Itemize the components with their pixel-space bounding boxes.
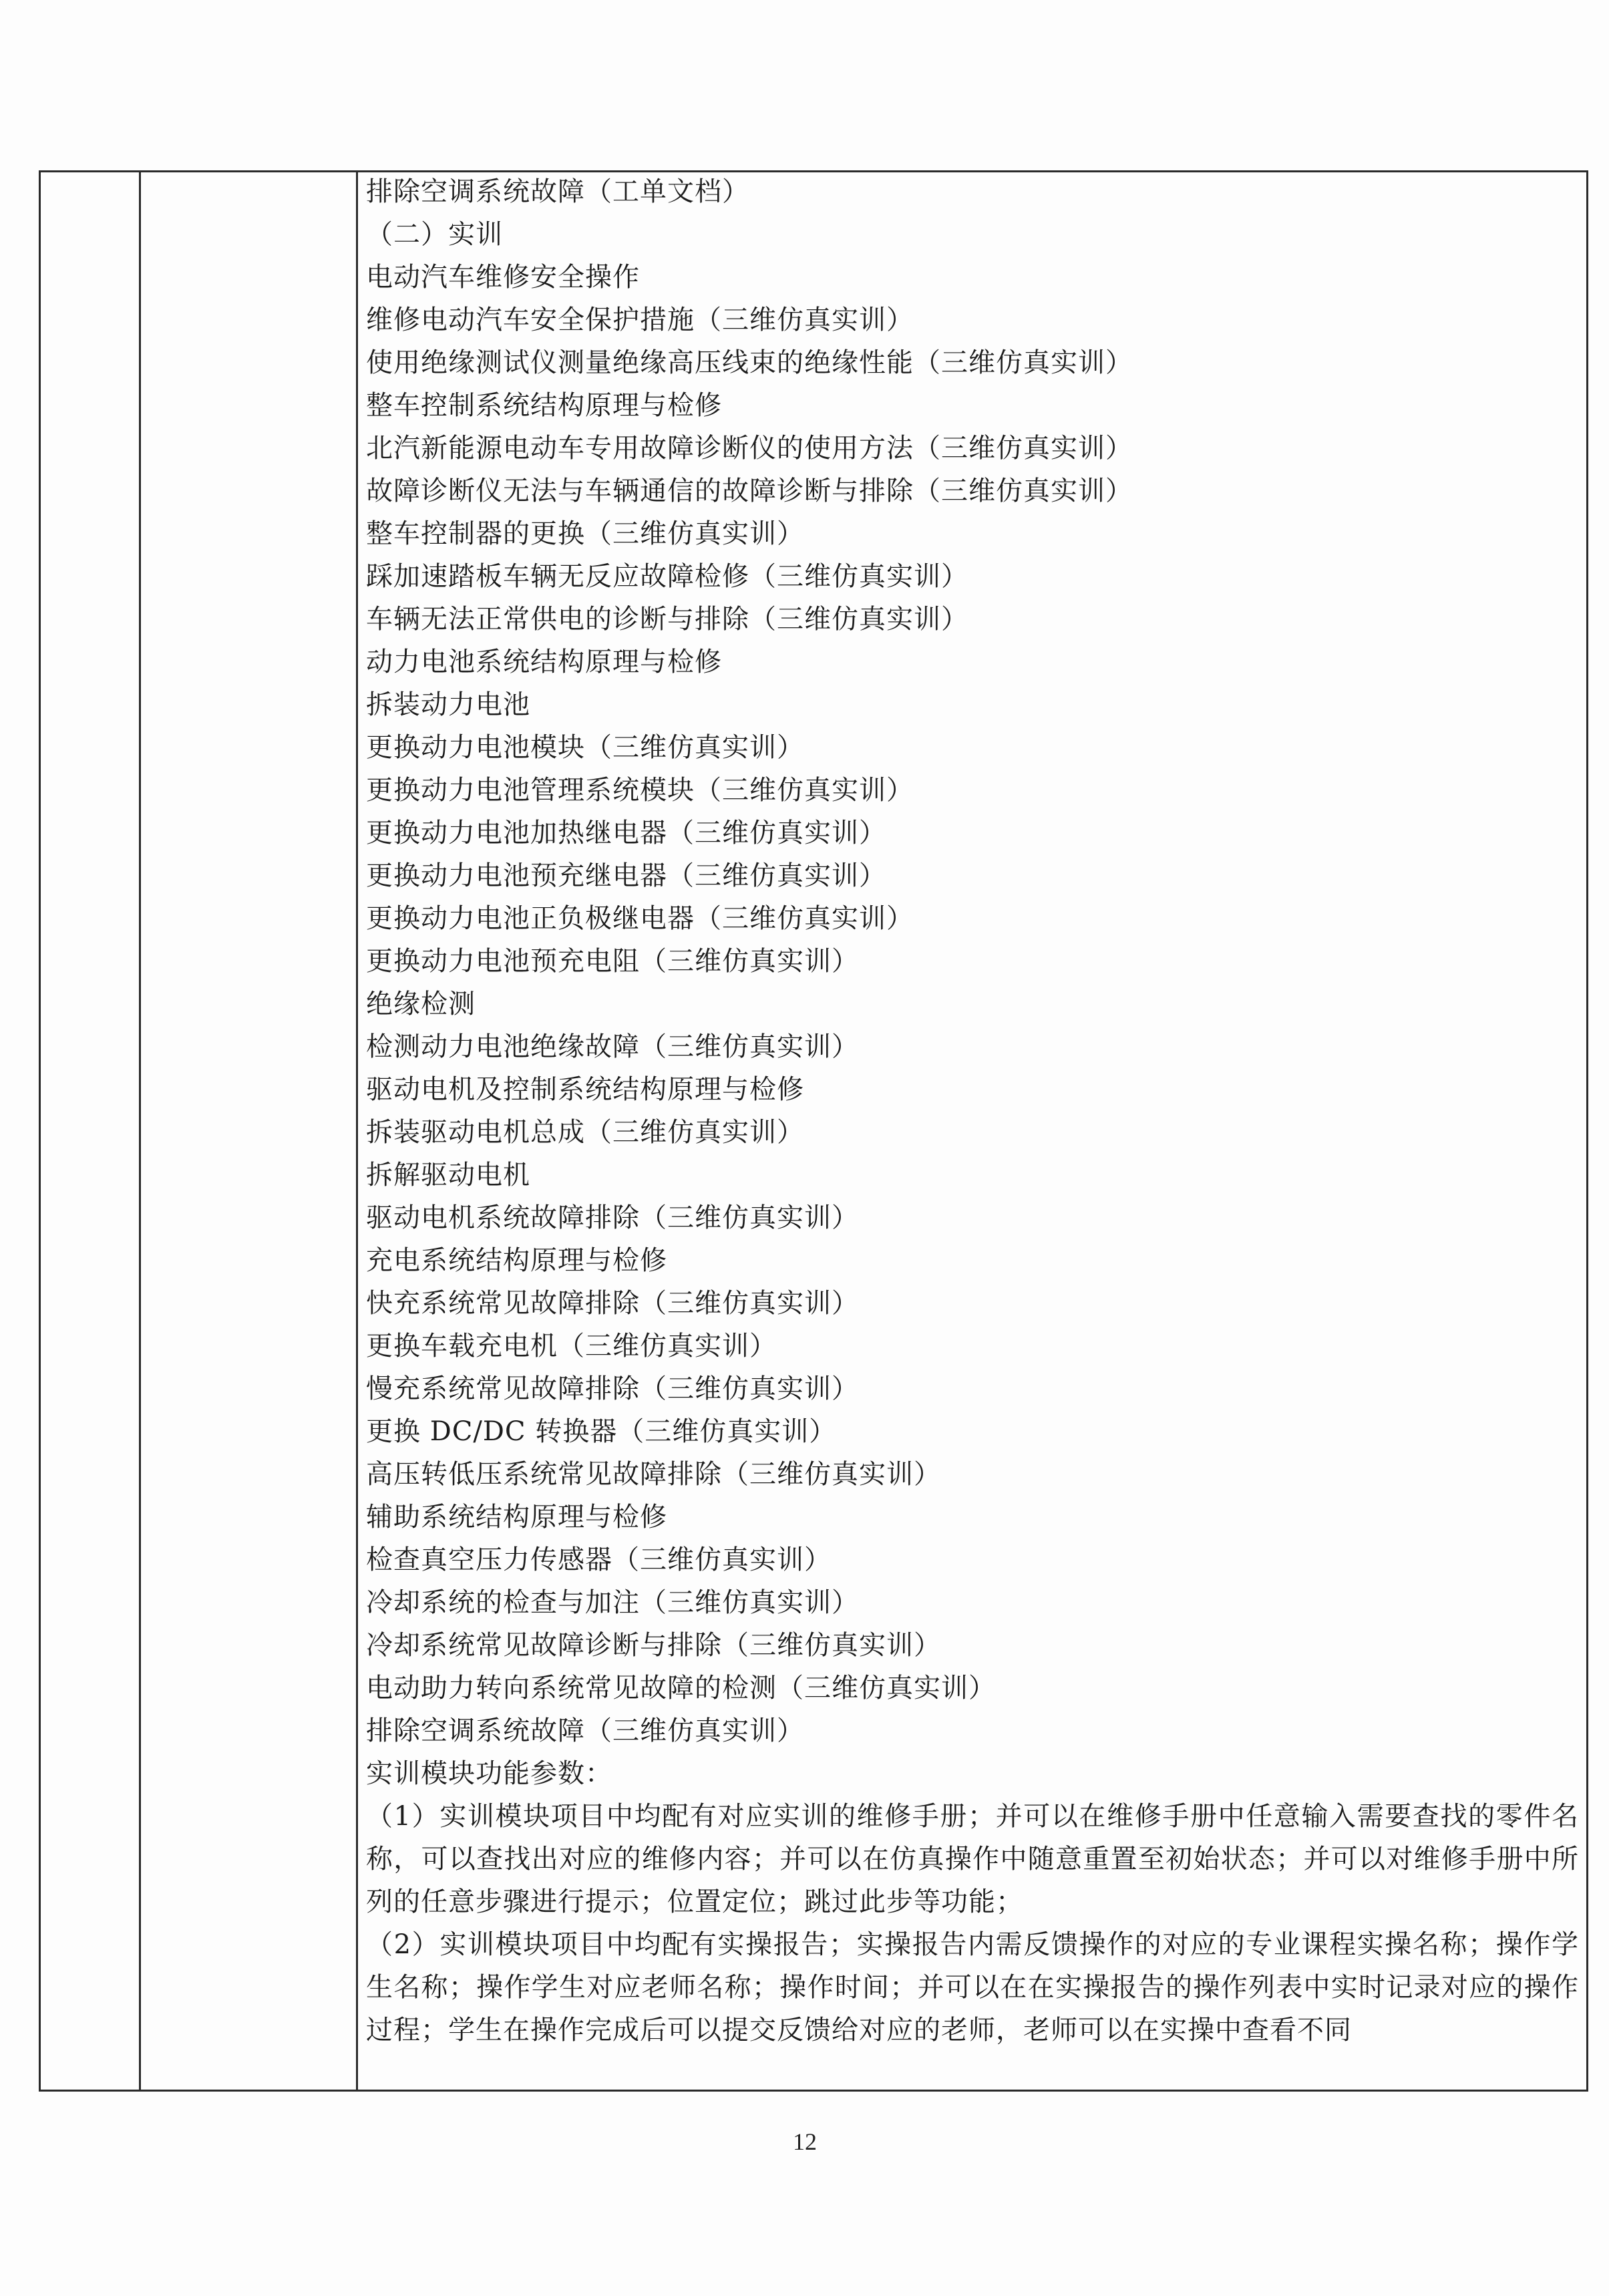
text-line: 冷却系统常见故障诊断与排除（三维仿真实训） — [366, 1630, 941, 1661]
text-line: 检测动力电池绝缘故障（三维仿真实训） — [366, 1031, 859, 1062]
text-line: 更换动力电池加热继电器（三维仿真实训） — [366, 818, 886, 848]
text-line: 踩加速踏板车辆无反应故障检修（三维仿真实训） — [366, 561, 968, 592]
text-line: 检查真空压力传感器（三维仿真实训） — [366, 1544, 832, 1575]
text-line: 故障诊断仪无法与车辆通信的故障诊断与排除（三维仿真实训） — [366, 476, 1133, 506]
text-line: 排除空调系统故障（三维仿真实训） — [366, 1715, 804, 1746]
text-line: 电动助力转向系统常见故障的检测（三维仿真实训） — [366, 1673, 996, 1703]
text-line: 更换车载充电机（三维仿真实训） — [366, 1331, 777, 1361]
text-line: 慢充系统常见故障排除（三维仿真实训） — [366, 1373, 859, 1404]
text-line: 维修电动汽车安全保护措施（三维仿真实训） — [366, 305, 914, 335]
text-line: 整车控制器的更换（三维仿真实训） — [366, 518, 804, 549]
text-line: 实训模块功能参数： — [366, 1758, 612, 1789]
text-line: 驱动电机及控制系统结构原理与检修 — [366, 1074, 804, 1105]
table-column-divider-1 — [139, 172, 141, 2090]
text-line: 驱动电机系统故障排除（三维仿真实训） — [366, 1202, 859, 1233]
text-line: 充电系统结构原理与检修 — [366, 1245, 667, 1276]
text-line: 冷却系统的检查与加注（三维仿真实训） — [366, 1587, 859, 1618]
text-line: 使用绝缘测试仪测量绝缘高压线束的绝缘性能（三维仿真实训） — [366, 347, 1133, 378]
text-line: 更换动力电池管理系统模块（三维仿真实训） — [366, 775, 914, 806]
text-line: 绝缘检测 — [366, 989, 476, 1019]
text-line: 车辆无法正常供电的诊断与排除（三维仿真实训） — [366, 604, 968, 635]
text-line: 拆装驱动电机总成（三维仿真实训） — [366, 1117, 804, 1148]
text-line: 拆解驱动电机 — [366, 1160, 530, 1190]
paragraph-1: （1）实训模块项目中均配有对应实训的维修手册；并可以在维修手册中任意输入需要查找的零件名称，可以查找出对应的维修内容；并可以在仿真操作中随意重置至初始状态；并可以对维修手册中所列的任意步骤进行提示；位置定位；跳过此步等功能； — [366, 1801, 1579, 1917]
text-line: 电动汽车维修安全操作 — [366, 262, 640, 293]
text-line: 拆装动力电池 — [366, 689, 530, 720]
table-column-divider-2 — [356, 172, 358, 2090]
page-number: 12 — [793, 2128, 817, 2155]
text-line: 动力电池系统结构原理与检修 — [366, 647, 722, 677]
text-line: 高压转低压系统常见故障排除（三维仿真实训） — [366, 1459, 941, 1490]
text-line: （二）实训 — [366, 219, 503, 250]
text-line: 更换动力电池模块（三维仿真实训） — [366, 732, 804, 763]
paragraph-2: （2）实训模块项目中均配有实操报告；实操报告内需反馈操作的对应的专业课程实操名称；操作学生名称；操作学生对应老师名称；操作时间；并可以在在实操报告的操作列表中实时记录对应的操作过程；学生在操作完成后可以提交反馈给对应的老师，老师可以在实操中查看不同 — [366, 1929, 1579, 2045]
text-line: 辅助系统结构原理与检修 — [366, 1502, 667, 1532]
text-line: 更换动力电池正负极继电器（三维仿真实训） — [366, 903, 914, 934]
text-line: 北汽新能源电动车专用故障诊断仪的使用方法（三维仿真实训） — [366, 433, 1133, 464]
text-line: 更换动力电池预充继电器（三维仿真实训） — [366, 860, 886, 891]
text-line: 整车控制系统结构原理与检修 — [366, 390, 722, 421]
text-line: 更换 DC/DC 转换器（三维仿真实训） — [366, 1416, 837, 1447]
text-line: 排除空调系统故障（工单文档） — [366, 176, 749, 207]
text-line: 更换动力电池预充电阻（三维仿真实训） — [366, 946, 859, 977]
text-line: 快充系统常见故障排除（三维仿真实训） — [366, 1288, 859, 1319]
